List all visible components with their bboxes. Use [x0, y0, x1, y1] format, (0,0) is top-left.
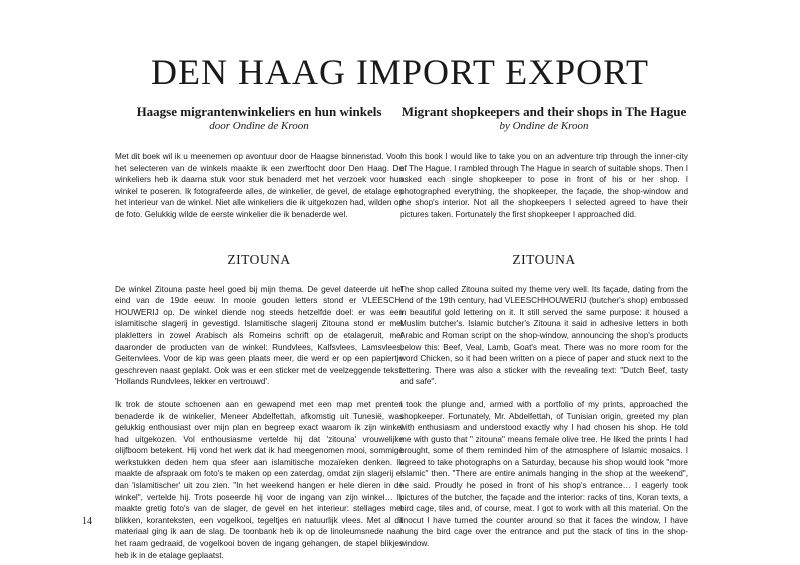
dutch-section-heading: ZITOUNA [227, 251, 291, 267]
english-paragraph-1: The shop called Zitouna suited my theme very well. Its façade, dating from the end of the 19th century, had VLEESCHHOUWERIJ (butcher's shop) embossed in beautiful gold lettering on it. It still served the same purpose: it housed a Muslim butcher's. Islamic butcher's Zitouna it said in adhesive letters in both Arabic and Roman script on the shop-window, announcing the shop's products below this: Beef, Veal, Lamb, Goat's meat. There was no more room for the word Chicken, so it had been written on a piece of paper and stuck next to the lettering. There was also a sticker with the revealing text: "Dutch Beef, tasty and safe". [400, 284, 688, 387]
dutch-column [115, 104, 403, 561]
english-subtitle: Migrant shopkeepers and their shops in The Hague [401, 104, 687, 119]
dutch-byline: door Ondine de Kroon [209, 120, 309, 132]
page-title: DEN HAAG IMPORT EXPORT [150, 52, 650, 92]
dutch-intro: Met dit boek wil ik u meenemen op avontuur door de Haagse binnenstad. Voor het selecteren van de winkels maakte ik een zwerftocht door Den Haag. De winkeliers heb ik daarna stuk voor stuk benaderd met het verzoek voor hun winkel te poseren. Ik fotografeerde alles, de winkelier, de gevel, de etalage en het interieur van de winkel. Niet alle winkeliers die ik uitgekozen had, wilden op de foto. Gelukkig wilde de eerste winkelier die ik benaderde wel. [115, 152, 403, 219]
dutch-paragraph-1: De winkel Zitouna paste heel goed bij mijn thema. De gevel dateerde uit het eind van de 19de eeuw. In mooie gouden letters stond er VLEESCH-HOUWERIJ op. De winkel diende nog steeds hetzelfde doel: er was een islamitische slagerij in gevestigd. Islamitische slagerij Zitouna stond er met plakletters in zowel Arabisch als Romeins schrift op de etalageruit, met daaronder de producten van de winkel: Rundvlees, Kalfsvlees, Lamsvlees, Geitenvlees. Voor de kip was geen plaats meer, die werd er op een papiertje geschreven naast geplakt. Ook was er een sticker met de veelzeggende tekst: 'Hollands Rundvlees, lekker en vertrouwd'. [115, 284, 403, 387]
english-column [400, 104, 688, 550]
english-section-heading: ZITOUNA [512, 251, 576, 267]
page-number: 14 [82, 516, 92, 527]
english-byline: by Ondine de Kroon [499, 120, 589, 132]
english-paragraph-2: I took the plunge and, armed with a portfolio of my prints, approached the shopkeeper. Fortunately, Mr. Abdelfettah, of Tunisian origin, greeted my plan with enthusiasm and understood exactly why I had chosen his shop. He told me with gusto that " zitouna" means female olive tree. He liked the prints I had brought, some of them reminded him of the atmosphere of Islamic mosaics. I agreed to take photographs on a Saturday, because his shop would look "more Islamic" then. "There are entire animals hanging in the shop at the weekend", he said. Proudly he posed in front of his shop's entrance… I eagerly took pictures of the butcher, the façade and the interior: racks of tins, Koran texts, a bird cage, tiles and, of course, meat. I got to work with all this material. On the linocut I have turned the counter around so that it faces the window, I have hung the bird cage over the entrance and put the stack of tins in the shop-window. [400, 399, 688, 549]
dutch-subtitle: Haagse migrantenwinkeliers en hun winkels [136, 104, 382, 119]
english-intro: In this book I would like to take you on an adventure trip through the inner-city of The Hague. I rambled through The Hague in search of suitable shops. Then I asked each single shopkeeper to pose in front of his or her shop. I photographed everything, the shopkeeper, the façade, the shop-window and the shop's interior. Not all the shopkeepers I selected agreed to have their pictures taken. Fortunately the first shopkeeper I approached did. [400, 152, 688, 219]
dutch-paragraph-2: Ik trok de stoute schoenen aan en gewapend met een map met prenten benaderde ik de winkelier, Meneer Abdelfettah, afkomstig uit Tunesië, was gelukkig enthousiast over mijn plan en begreep exact waarom ik zijn winkel had uitgekozen. Vol enthousiasme vertelde hij dat 'zitouna' vrouwelijke olijfboom betekent. Hij vond het werk dat ik had meegenomen mooi, sommige werkstukken deden hem qua sfeer aan islamitische mozaïeken denken. Ik maakte de afspraak om foto's te maken op een zaterdag, omdat zijn slagerij er dan 'islamitischer' uit zou zien. "In het weekend hangen er hele dieren in de winkel", vertelde hij. Trots poseerde hij voor de ingang van zijn winkel… Ik maakte gretig foto's van de slager, de gevel en het interieur: stellages met blikken, koranteksten, een vogelkooi, tegeltjes en natuurlijk vlees. Met al dit materiaal ging ik aan de slag. De toonbank heb ik op de linoleumsnede naar het raam gedraaid, de vogelkooi boven de ingang gehangen, de stapel blikjes heb ik in de etalage geplaatst. [115, 399, 403, 560]
